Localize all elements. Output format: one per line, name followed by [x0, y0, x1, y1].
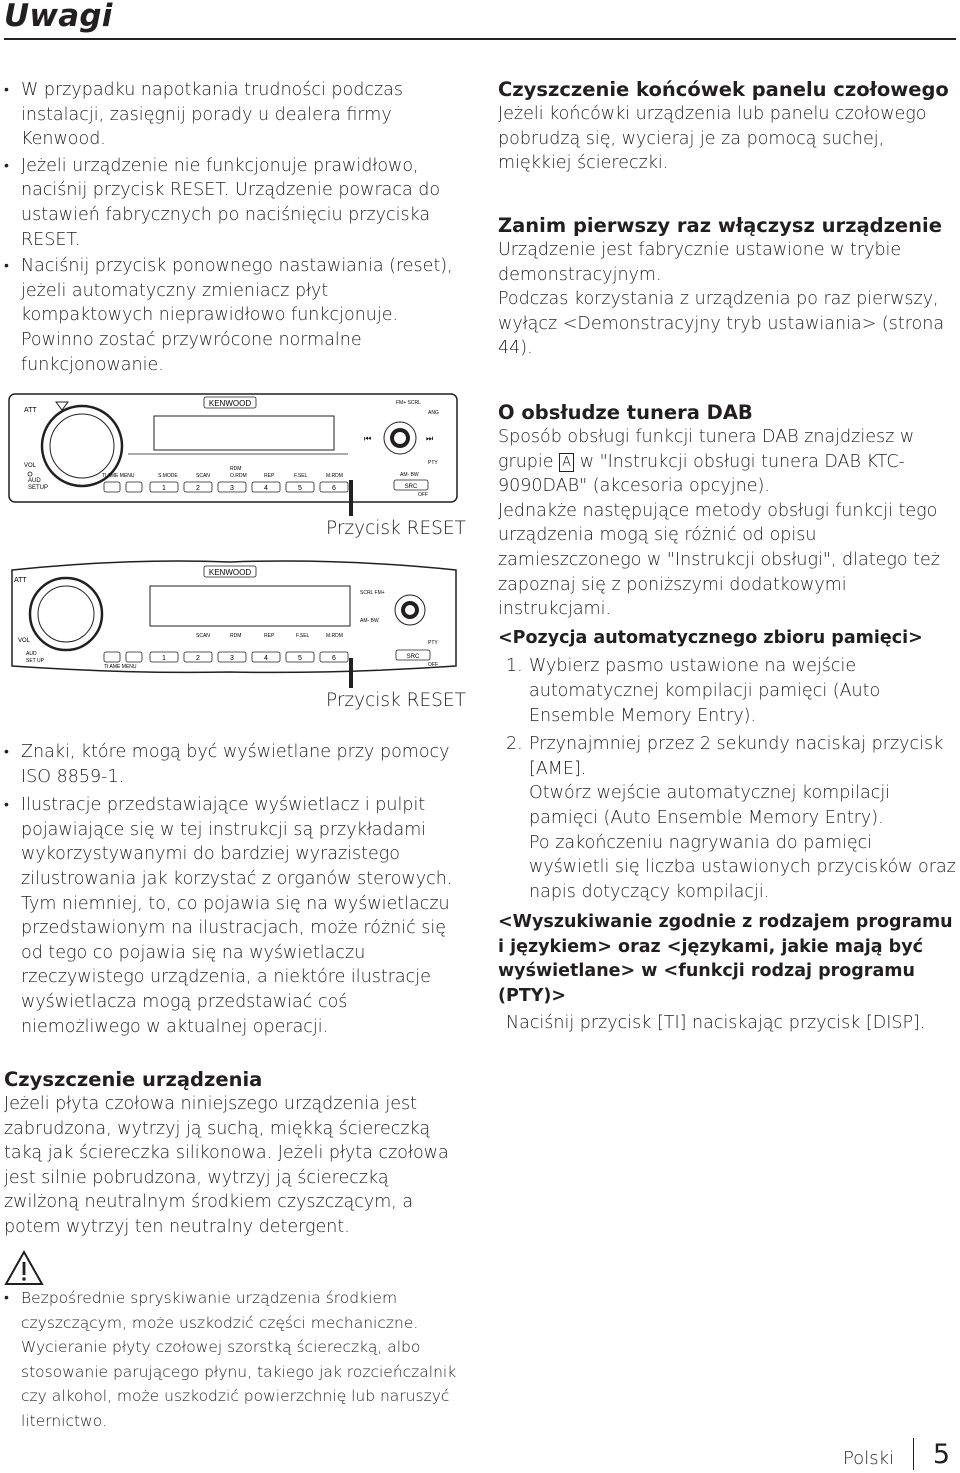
preset-4: 4 — [264, 485, 268, 492]
bullet-dealer: • W przypadku napotkania trudności podczas instalacji, zasięgnij porady u dealera firmy Kenwood. — [4, 78, 462, 152]
mrdm-label: M.RDM — [326, 473, 343, 479]
fsel-label-2: F.SEL — [296, 633, 310, 639]
preset-2-b: 2 — [196, 655, 200, 662]
left-bullets-2 — [4, 740, 462, 1039]
cleaning-heading: Czyszczenie urządzenia — [4, 1068, 263, 1091]
rdm-label-2: RDM — [230, 633, 242, 639]
step-2-number: 2. — [506, 734, 523, 755]
mrdm-label-2: M.RDM — [326, 633, 343, 639]
page-number: 5 — [932, 1439, 950, 1470]
next-track-icon: ⏭ — [426, 434, 434, 443]
ame-heading: <Pozycja automatycznego zbioru pamięci> — [498, 627, 923, 648]
vol-label-2: VOL — [18, 638, 31, 644]
preset-2: 2 — [196, 485, 200, 492]
rdm-label: RDM — [230, 466, 242, 472]
src-label-2: SRC — [406, 654, 420, 660]
step-2-detail-1: Otwórz wejście automatycznej kompilacji pamięci (Auto Ensemble Memory Entry). — [529, 783, 891, 828]
dab-text-1-post: w "Instrukcji obsługi tunera DAB KTC-9090DAB" (akcesoria opcyjne). — [498, 451, 905, 497]
reset-label-2: Przycisk RESET — [326, 690, 466, 711]
prev-track-icon: ⏮ — [364, 434, 372, 443]
step-2-detail-2: Po zakończeniu nagrywania do pamięci wyświetli się liczba ustawionych przycisków oraz napis dotyczący kompilacji. — [529, 832, 956, 902]
bullet-iso: • Znaki, które mogą być wyświetlane przy pomocy ISO 8859-1. — [4, 740, 462, 789]
dab-text-1-pre: Sposób obsługi funkcji tunera DAB znajdziesz w grupie — [498, 427, 915, 472]
pty-text: Naciśnij przycisk [TI] naciskając przycisk [DISP]. — [506, 1012, 926, 1033]
head-unit-illustration-2 — [8, 558, 460, 690]
step-1-number: 1. — [506, 656, 523, 677]
dab-text-1 — [498, 425, 956, 499]
terminals-section — [498, 78, 956, 176]
setup-label-2: SET UP — [26, 658, 44, 664]
preset-1: 1 — [162, 485, 166, 492]
bullet-reset: • Jeżeli urządzenie nie funkcjonuje prawidłowo, naciśnij przycisk RESET. Urządzenie powraca do ustawień fabrycznych po naciśnięciu przyciska RESET. — [4, 154, 462, 252]
fsel-label: F.SEL — [294, 473, 308, 479]
aud-label: AUD — [28, 478, 41, 484]
brand-logo: KENWOOD — [208, 399, 252, 408]
scan-label-2: SCAN — [196, 633, 210, 639]
footer-language: Polski — [842, 1448, 894, 1469]
preset-4-b: 4 — [264, 655, 268, 662]
brand-logo-2: KENWOOD — [208, 568, 252, 577]
preset-3: 3 — [230, 485, 234, 492]
src-label: SRC — [404, 484, 418, 490]
bullet-illustrations: • Ilustracje przedstawiające wyświetlacz i pulpit pojawiające się w tej instrukcji są przykładami wykorzystywanymi do bardziej wyrazistego zilustrowania jak korzystać z organów sterowych. Tym niemniej, to, co pojawia się na wyświetlaczu przedstawionym na ilustracjach, może różnić się od tego co pojawia się na wyświetlaczu rzeczywistego urządzenia, a niektóre ilustracje wyświetlacza mogą przedstawiać coś niemożliwego w aktualnej operacji. — [4, 793, 462, 1039]
smode-label: S.MODE — [158, 473, 178, 479]
step-2 — [498, 732, 956, 781]
step-1-text: Wybierz pasmo ustawione na wejście automatycznej kompilacji pamięci (Auto Ensemble Memory Entry). — [529, 656, 881, 726]
dab-section — [498, 401, 956, 1035]
first-use-text-1: Urządzenie jest fabrycznie ustawione w trybie demonstracyjnym. — [498, 240, 902, 285]
off-label: OFF — [418, 492, 428, 498]
setup-label: SETUP — [28, 485, 49, 491]
warning-section — [4, 1286, 462, 1434]
am-bw-label: AM- BW — [400, 472, 419, 478]
att-label-2: ATT — [14, 577, 27, 584]
page-header — [4, 0, 956, 40]
rep-label-2: REP — [264, 633, 275, 639]
rep-label: REP — [264, 473, 275, 479]
pty-label-2: PTY — [428, 640, 438, 646]
bullet-changer: • Naciśnij przycisk ponownego nastawiania (reset), jeżeli automatyczny zmieniacz płyt kompaktowych nieprawidłowo funkcjonuje. Powinno zostać przywrócone normalne funkcjonowanie. — [4, 254, 462, 377]
ang-label: ANG — [428, 410, 439, 416]
preset-5-b: 5 — [298, 655, 302, 662]
dab-heading: O obsłudze tunera DAB — [498, 401, 753, 424]
preset-5: 5 — [298, 485, 302, 492]
pty-heading: <Wyszukiwanie zgodnie z rodzajem programu i językiem> oraz <językami, jakie mają być wyświetlane> w <funkcji rodzaj programu (PTY)> — [498, 912, 953, 1007]
scrl-fm-label: SCRL FM+ — [360, 590, 385, 596]
terminals-heading: Czyszczenie końcówek panelu czołowego — [498, 78, 949, 101]
page-title: Uwagi — [4, 0, 113, 34]
reset-label-1: Przycisk RESET — [326, 518, 466, 539]
first-use-section — [498, 214, 956, 361]
pty-label: PTY — [428, 460, 438, 466]
ti-ame-menu-label-2: TI AME MENU — [104, 664, 137, 670]
am-bw-label-2: AM- BW — [360, 618, 379, 624]
warning-text: • Bezpośrednie spryskiwanie urządzenia środkiem czyszczącym, może uszkodzić części mechaniczne. Wycieranie płyty czołowej szorstką ściereczką, albo stosowanie parującego płynu, takiego jak rozcieńczalnik czy alkohol, może uszkodzić powierzchnię lub naruszyć liternictwo. — [4, 1286, 462, 1434]
cleaning-section — [4, 1068, 462, 1240]
terminals-text: Jeżeli końcówki urządzenia lub panelu czołowego pobrudzą się, wycieraj je za pomocą suchej, miękkiej ściereczki. — [498, 104, 927, 174]
first-use-heading: Zanim pierwszy raz włączysz urządzenie — [498, 214, 942, 237]
dab-text-2: Jednakże następujące metody obsługi funkcji tego urządzenia mogą się różnić od opisu zamieszczonego w "Instrukcji obsługi", dlatego też zapoznaj się z poniższymi dodatkowymi instrukcjami. — [498, 500, 940, 620]
scan-label: SCAN — [196, 473, 210, 479]
preset-6-b: 6 — [332, 655, 336, 662]
warning-icon — [4, 1250, 44, 1286]
left-bullets — [4, 78, 462, 377]
att-label: ATT — [24, 407, 37, 414]
aud-label-2: AUD — [26, 651, 37, 657]
first-use-text-2: Podczas korzystania z urządzenia po raz pierwszy, wyłącz <Demonstracyjny tryb ustawiania> (strona 44). — [498, 289, 945, 359]
ti-ame-menu-label: TI AME MENU — [102, 473, 135, 479]
step-1 — [498, 654, 956, 728]
group-a-box: A — [559, 453, 574, 472]
vol-label: VOL — [24, 463, 37, 469]
ordm-label: O.RDM — [230, 473, 247, 479]
footer-separator — [913, 1438, 915, 1470]
fm-scrl-label: FM+ SCRL — [396, 400, 421, 406]
step-2-text: Przynajmniej przez 2 sekundy naciskaj przycisk [AME]. — [529, 734, 944, 779]
preset-3-b: 3 — [230, 655, 234, 662]
preset-6: 6 — [332, 485, 336, 492]
cleaning-text: Jeżeli płyta czołowa niniejszego urządzenia jest zabrudzona, wytrzyj ją suchą, miękką ściereczką taką jak ściereczka silikonowa. Jeżeli płyta czołowa jest silnie pobrudzona, wytrzyj ją ściereczką zwilżoną neutralnym środkiem czyszczącym, a potem wytrzyj ten neutralny detergent. — [4, 1094, 449, 1237]
off-label-2: OFF — [428, 662, 438, 668]
preset-1-b: 1 — [162, 655, 166, 662]
